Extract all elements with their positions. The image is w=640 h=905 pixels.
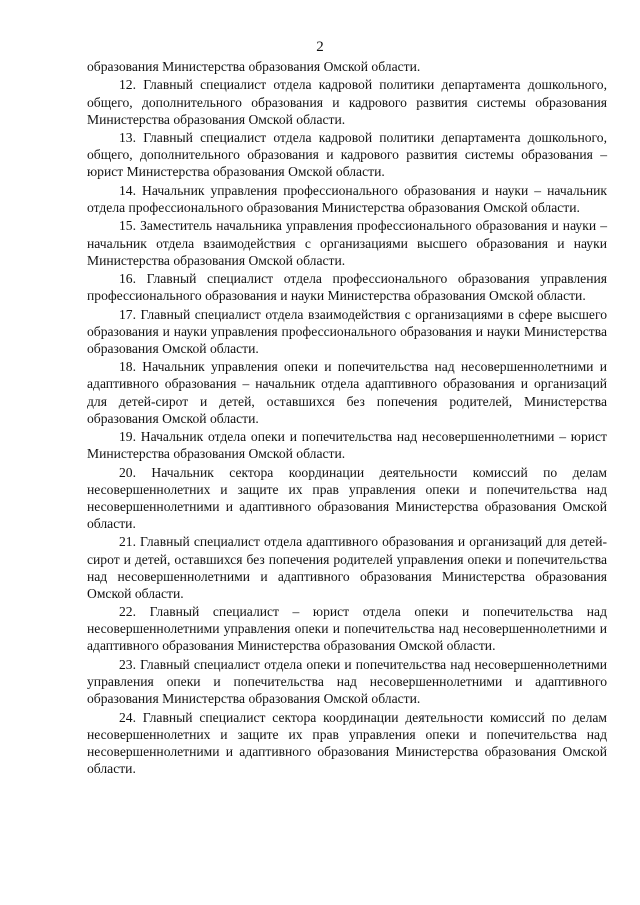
paragraph-item-14: 14. Начальник управления профессионального образования и науки – начальник отдела профессионального образования Министерства образования Омской области. xyxy=(87,182,607,215)
paragraph-item-15: 15. Заместитель начальника управления профессионального образования и науки – начальник отдела взаимодействия с организациями высшего образования и науки Министерства образования Омской области. xyxy=(87,218,607,268)
paragraph-item-17: 17. Главный специалист отдела взаимодействия с организациями в сфере высшего образования и науки управления профессионального образования и науки Министерства образования Омской области. xyxy=(87,306,607,356)
page-number: 2 xyxy=(316,39,324,55)
document-body xyxy=(87,58,607,778)
paragraph-item-21: 21. Главный специалист отдела адаптивного образования и организаций для детей-сирот и детей, оставшихся без попечения родителей управления опеки и попечительства над несовершеннолетними и адаптивного образования Министерства образования Омской области. xyxy=(87,534,607,601)
paragraph-item-24: 24. Главный специалист сектора координации деятельности комиссий по делам несовершеннолетних и защите их прав управления опеки и попечительства над несовершеннолетними и адаптивного образования Министерства образования Омской области. xyxy=(87,709,607,776)
paragraph-item-22: 22. Главный специалист – юрист отдела опеки и попечительства над несовершеннолетними управления опеки и попечительства над несовершеннолетними и адаптивного образования Министерства образования Омской области. xyxy=(87,604,607,654)
paragraph-item-23: 23. Главный специалист отдела опеки и попечительства над несовершеннолетними управления опеки и попечительства над несовершеннолетними и адаптивного образования Министерства образования Омской области. xyxy=(87,656,607,707)
paragraph-item-19: 19. Начальник отдела опеки и попечительства над несовершеннолетними – юрист Министерства образования Омской области. xyxy=(87,429,607,462)
paragraph-item-18: 18. Начальник управления опеки и попечительства над несовершеннолетними и адаптивного образования – начальник отдела адаптивного образования и организаций для детей-сирот и детей, оставшихся без попечения родителей, Министерства образования Омской области. xyxy=(87,359,607,426)
paragraph-item-16: 16. Главный специалист отдела профессионального образования управления профессионального образования и науки Министерства образования Омской области. xyxy=(87,271,607,304)
paragraph-item-20: 20. Начальник сектора координации деятельности комиссий по делам несовершеннолетних и защите их прав управления опеки и попечительства над несовершеннолетними и адаптивного образования Министерства образования Омской области. xyxy=(87,464,607,531)
paragraph-continuation: образования Министерства образования Омской области. xyxy=(87,59,421,74)
paragraph-item-13: 13. Главный специалист отдела кадровой политики департамента дошкольного, общего, дополнительного образования и кадрового развития системы образования – юрист Министерства образования Омской области. xyxy=(87,130,607,180)
paragraph-item-12: 12. Главный специалист отдела кадровой политики департамента дошкольного, общего, дополнительного образования и кадрового развития системы образования Министерства образования Омской области. xyxy=(87,77,607,127)
